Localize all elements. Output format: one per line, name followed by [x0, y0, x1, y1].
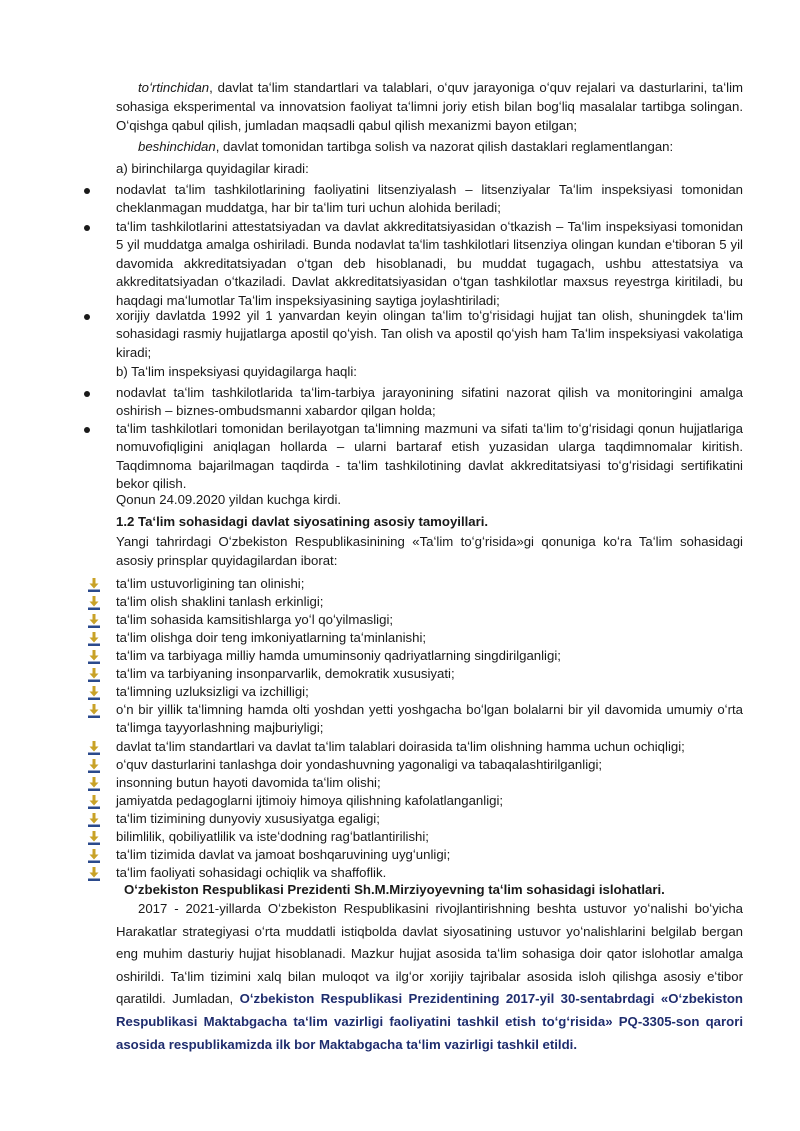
reforms-paragraph: [116, 898, 743, 1056]
principle-item: [116, 738, 743, 756]
list-item: [116, 420, 743, 494]
section-intro: Yangi tahrirdagi Oʻzbekiston Respublikasinining «Taʻlim toʻgʻrisida»gi qonuniga koʻra Taʻlim sohasidagi asosiy prinsplar quyidagilardan iborat:: [116, 534, 743, 569]
down-arrow-bullet-icon: [86, 595, 102, 611]
paragraph-fifthly: [116, 137, 743, 156]
list-item-text: nodavlat taʻlim tashkilotlarining faoliyatini litsenziyalash – litsenziyalar Taʻlim inspeksiyasi tomonidan cheklanmagan muddatga, har bir taʻlim turi uchun alohida beriladi;: [116, 182, 743, 216]
list-item: [116, 384, 743, 421]
paragraph-text: , davlat taʻlim standartlari va talablari, oʻquv jarayoniga oʻquv rejalari va dasturlarini, taʻlim sohasiga eksperimental va innovatsion faoliyat taʻlimni joriy etish bilan bogʻliq masalalar tartibga solingan. Oʻqishga qabul qilish, jumladan maqsadli qabul qilish mexanizmi bayon etilgan;: [116, 80, 743, 134]
down-arrow-bullet-icon: [86, 685, 102, 701]
reforms-text: 2017 - 2021-yillarda Oʻzbekiston Respublikasini rivojlantirishning beshta ustuvor yoʻnalishi boʻyicha Harakatlar strategiyasi oʻrta muddatli istiqbolda davlat siyosatining ustuvor yoʻnalishlarini belgilab bergan eng muhim dasturiy hujjat hisoblanadi. Mazkur hujjat asosida taʻlim sohasiga doir qator islohotlar amalga oshirildi. Taʻlim tizimini xalq bilan muloqot va ilgʻor xorijiy tajribalar asosida isloh qilishga asosiy eʻtibor qaratildi. Jumladan,: [116, 901, 743, 1007]
list-heading-a: a) birinchilarga quyidagilar kiradi:: [116, 161, 309, 176]
bullet-dot-icon: [84, 391, 90, 397]
down-arrow-bullet-icon: [86, 812, 102, 828]
list-item-text: taʻlim tashkilotlari tomonidan berilayotgan taʻlimning mazmuni va sifati taʻlim toʻgʻrisidagi qonun hujjatlariga nomuvofiqligini aniqlagan hollarda – ularni bartaraf etish yuzasidan ularga taqdimnomalar kiritish. Taqdimnoma bajarilmagan taqdirda - taʻlim tashkilotining davlat akkreditatsiyasi toʻgʻrisidagi sertifikatini bekor qilish.: [116, 421, 743, 492]
list-item: [116, 181, 743, 218]
principle-item: [116, 665, 743, 683]
principle-item: [116, 629, 743, 647]
list-item: [116, 307, 743, 362]
paragraph-text: , davlat tomonidan tartibga solish va nazorat qilish dastaklari reglamentlangan:: [215, 139, 674, 154]
down-arrow-bullet-icon: [86, 776, 102, 792]
down-arrow-bullet-icon: [86, 848, 102, 864]
principle-text: taʻlim va tarbiyaga milliy hamda umuminsoniy qadriyatlarning singdirilganligi;: [116, 648, 561, 663]
principle-text: taʻlimning uzluksizligi va izchilligi;: [116, 684, 309, 699]
down-arrow-bullet-icon: [86, 740, 102, 756]
principle-item: [116, 647, 743, 665]
down-arrow-bullet-icon: [86, 866, 102, 882]
reforms-heading: Oʻzbekiston Respublikasi Prezidenti Sh.M.Mirziyoyevning taʻlim sohasidagi islohatlari.: [124, 882, 665, 897]
down-arrow-bullet-icon: [86, 830, 102, 846]
down-arrow-bullet-icon: [86, 577, 102, 593]
list-item-text: nodavlat taʻlim tashkilotlarida taʻlim-tarbiya jarayonining sifatini nazorat qilish va monitoringini amalga oshirish – biznes-ombudsmanni xabardor qilgan holda;: [116, 385, 743, 419]
principle-text: taʻlim tizimida davlat va jamoat boshqaruvining uygʻunligi;: [116, 847, 451, 862]
list-item-text: xorijiy davlatda 1992 yil 1 yanvardan keyin olingan taʻlim toʻgʻrisidagi hujjat tan olish, shuningdek taʻlim sohasidagi rasmiy hujjatlarga apostil qoʻyish. Tan olish va apostil qoʻyish ham Taʻlim inspeksiyasi vakolatiga kiradi;: [116, 308, 743, 360]
reforms-decree-text: Oʻzbekiston Respublikasi Prezidentining 2017-yil 30-sentabrdagi «Oʻzbekiston Respublikasi Maktabgacha taʻlim vazirligi faoliyatini tashkil etish toʻgʻrisida» PQ-3305-son qarori asosida respublikamizda ilk bor Maktabgacha taʻlim vazirligi tashkil etildi.: [116, 991, 743, 1052]
principle-text: oʻn bir yillik taʻlimning hamda olti yoshdan yetti yoshgacha boʻlgan bolalarni bir yil davomida umumiy oʻrta taʻlimga tayyorlashning majburiyligi;: [116, 702, 743, 736]
down-arrow-bullet-icon: [86, 667, 102, 683]
list-item: [116, 218, 743, 310]
down-arrow-bullet-icon: [86, 631, 102, 647]
principle-text: taʻlim sohasida kamsitishlarga yoʻl qoʻyilmasligi;: [116, 612, 394, 627]
principle-item: [116, 846, 743, 864]
principle-text: taʻlim olishga doir teng imkoniyatlarning taʻminlanishi;: [116, 630, 427, 645]
principle-text: taʻlim ustuvorligining tan olinishi;: [116, 576, 305, 591]
principle-item: [116, 575, 743, 593]
principle-item: [116, 810, 743, 828]
list-heading-b: b) Taʻlim inspeksiyasi quyidagilarga haqli:: [116, 364, 357, 379]
principle-text: oʻquv dasturlarini tanlashga doir yondashuvning yagonaligi va tabaqalashtirilganligi;: [116, 757, 603, 772]
section-heading: 1.2 Taʻlim sohasidagi davlat siyosatining asosiy tamoyillari.: [116, 514, 489, 529]
principle-item: [116, 756, 743, 774]
list-item-text: taʻlim tashkilotlarini attestatsiyadan va davlat akkreditatsiyasidan oʻtkazish – Taʻlim inspeksiyasi tomonidan 5 yil muddatga amalga oshiriladi. Bunda nodavlat taʻlim tashkilotlari litsenziya olingan kundan eʻtiboran 5 yil davomida akkreditatsiyadan oʻtgan deb hisoblanadi, bu muddat tugagach, ushbu attestatsiya va akkreditatsiyadan oʻtkaziladi. Davlat akkreditatsiyasidan oʻtgan tashkilotlar maxsus reyestrga kiritiladi, bu haqdagi maʻlumotlar Taʻlim inspeksiyasining saytiga joylashtiriladi;: [116, 219, 743, 308]
down-arrow-bullet-icon: [86, 649, 102, 665]
principle-text: insonning butun hayoti davomida taʻlim olishi;: [116, 775, 381, 790]
principle-item: [116, 593, 743, 611]
principle-text: taʻlim olish shaklini tanlash erkinligi;: [116, 594, 324, 609]
paragraph-lead-word: toʻrtinchidan: [138, 80, 210, 95]
bullet-dot-icon: [84, 427, 90, 433]
law-effective-date: Qonun 24.09.2020 yildan kuchga kirdi.: [116, 492, 342, 507]
bullet-dot-icon: [84, 188, 90, 194]
principle-text: taʻlim faoliyati sohasidagi ochiqlik va shaffoflik.: [116, 865, 387, 880]
principle-item: [116, 611, 743, 629]
down-arrow-bullet-icon: [86, 613, 102, 629]
principle-text: taʻlim va tarbiyaning insonparvarlik, demokratik xususiyati;: [116, 666, 455, 681]
principle-text: davlat taʻlim standartlari va davlat taʻlim talablari doirasida taʻlim olishning hamma uchun ochiqligi;: [116, 739, 685, 754]
principle-item: [116, 774, 743, 792]
bullet-dot-icon: [84, 314, 90, 320]
paragraph-fourthly: [116, 78, 743, 136]
principle-item: [116, 792, 743, 810]
principle-item: [116, 683, 743, 701]
principle-item: [116, 828, 743, 846]
down-arrow-bullet-icon: [86, 703, 102, 719]
principle-item: [116, 701, 743, 738]
down-arrow-bullet-icon: [86, 794, 102, 810]
principle-text: bilimlilik, qobiliyatlilik va isteʻdodning ragʻbatlantirilishi;: [116, 829, 429, 844]
bullet-dot-icon: [84, 225, 90, 231]
paragraph-lead-word: beshinchidan: [138, 139, 216, 154]
principle-text: taʻlim tizimining dunyoviy xususiyatga egaligi;: [116, 811, 380, 826]
down-arrow-bullet-icon: [86, 758, 102, 774]
principle-text: jamiyatda pedagoglarni ijtimoiy himoya qilishning kafolatlanganligi;: [116, 793, 504, 808]
